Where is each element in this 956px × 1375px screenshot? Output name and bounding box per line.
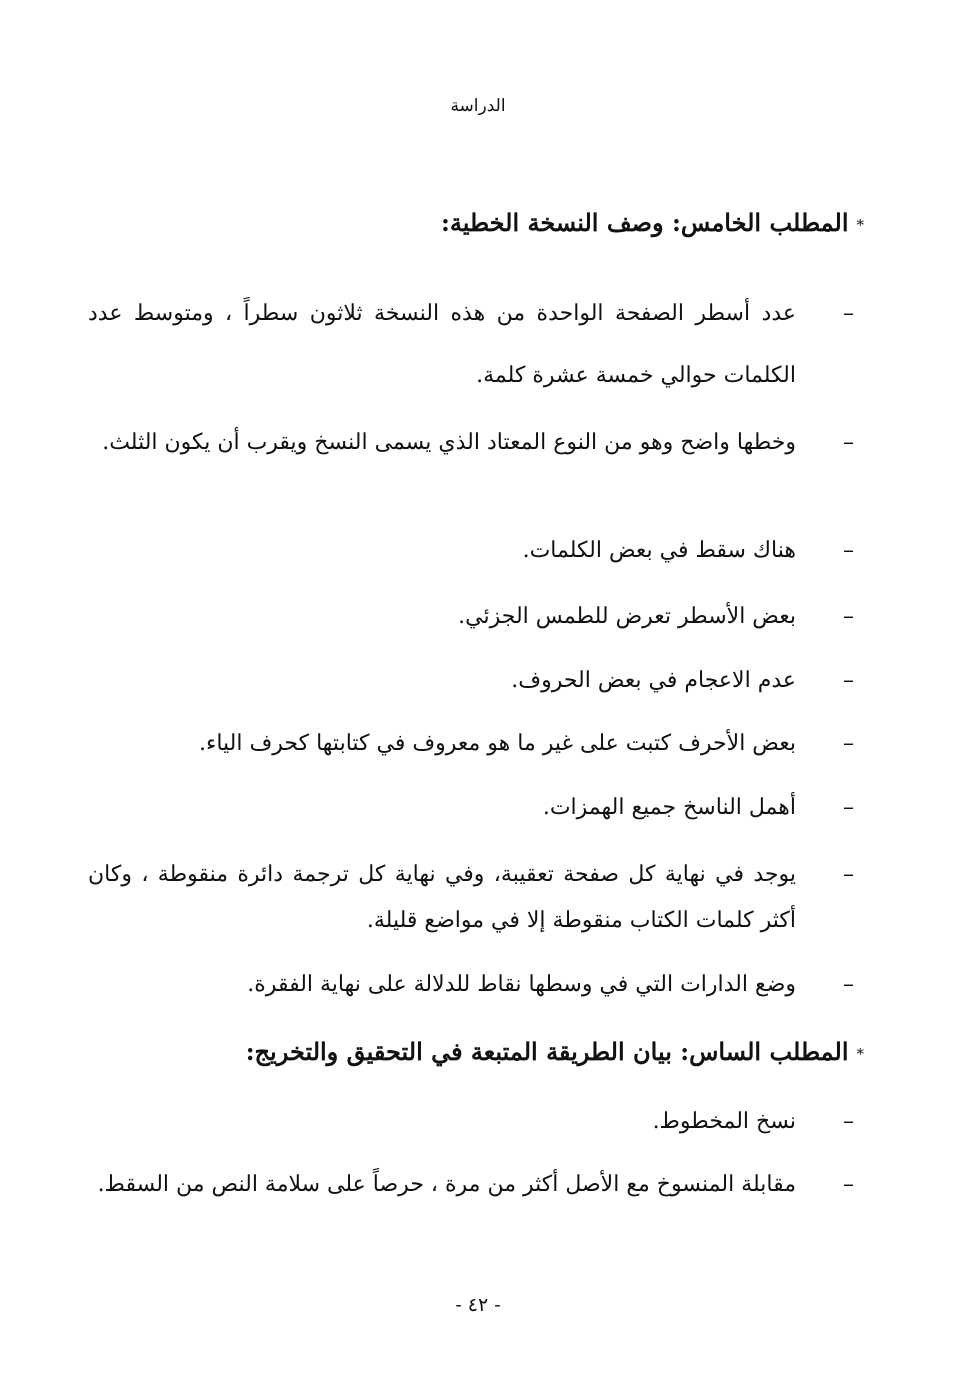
dash-bullet: – (843, 604, 854, 629)
dash-bullet: – (843, 1172, 854, 1197)
list-item (88, 852, 854, 944)
section-heading-5 (84, 206, 864, 242)
list-item-text: مقابلة المنسوخ مع الأصل أكثر من مرة ، حرصاً على سلامة النص من السقط. (97, 1172, 796, 1197)
dash-bullet: – (843, 1109, 854, 1134)
section-heading-6 (84, 1035, 864, 1071)
list-item-text: هناك سقط في بعض الكلمات. (522, 538, 796, 563)
dash-bullet: – (843, 972, 854, 997)
list-item (88, 788, 854, 828)
list-item-text: أهمل الناسخ جميع الهمزات. (542, 795, 796, 820)
list-item (88, 724, 854, 764)
dash-bullet: – (843, 301, 854, 326)
list-item-text: عدد أسطر الصفحة الواحدة من هذه النسخة ثلاثون سطراً ، ومتوسط عدد الكلمات حوالي خمسة عشرة كلمة. (88, 301, 796, 388)
dash-bullet: – (843, 668, 854, 693)
heading-marker-icon: * (856, 1044, 864, 1063)
dash-bullet: – (843, 862, 854, 887)
list-item-text: وضع الدارات التي في وسطها نقاط للدلالة على نهاية الفقرة. (247, 972, 796, 997)
list-item (88, 531, 854, 571)
list-item-text: عدم الاعجام في بعض الحروف. (511, 668, 796, 693)
heading-marker-icon: * (856, 215, 864, 234)
list-item (88, 661, 854, 701)
heading-text: المطلب الخامس: وصف النسخة الخطية: (440, 208, 849, 237)
dash-bullet: – (843, 430, 854, 455)
list-item-text: بعض الأسطر تعرض للطمس الجزئي. (458, 604, 796, 629)
dash-bullet: – (843, 538, 854, 563)
list-item (88, 1162, 854, 1208)
list-item-text: يوجد في نهاية كل صفحة تعقيبة، وفي نهاية كل ترجمة دائرة منقوطة ، وكان أكثر كلمات الكتاب منقوطة إلا في مواضع قليلة. (88, 862, 796, 933)
list-item (88, 965, 854, 1005)
list-item (88, 420, 854, 466)
dash-bullet: – (843, 731, 854, 756)
page-number: - ٤٢ - (455, 1294, 501, 1316)
list-item-text: وخطها واضح وهو من النوع المعتاد الذي يسمى النسخ ويقرب أن يكون الثلث. (102, 430, 796, 455)
list-item-text: نسخ المخطوط. (652, 1109, 796, 1134)
list-item-text: بعض الأحرف كتبت على غير ما هو معروف في كتابتها كحرف الياء. (198, 731, 796, 756)
heading-text: المطلب الساس: بيان الطريقة المتبعة في التحقيق والتخريج: (245, 1037, 849, 1066)
running-title: الدراسة (450, 96, 506, 116)
dash-bullet: – (843, 795, 854, 820)
list-item (88, 597, 854, 637)
list-item (88, 283, 854, 407)
list-item (88, 1102, 854, 1142)
